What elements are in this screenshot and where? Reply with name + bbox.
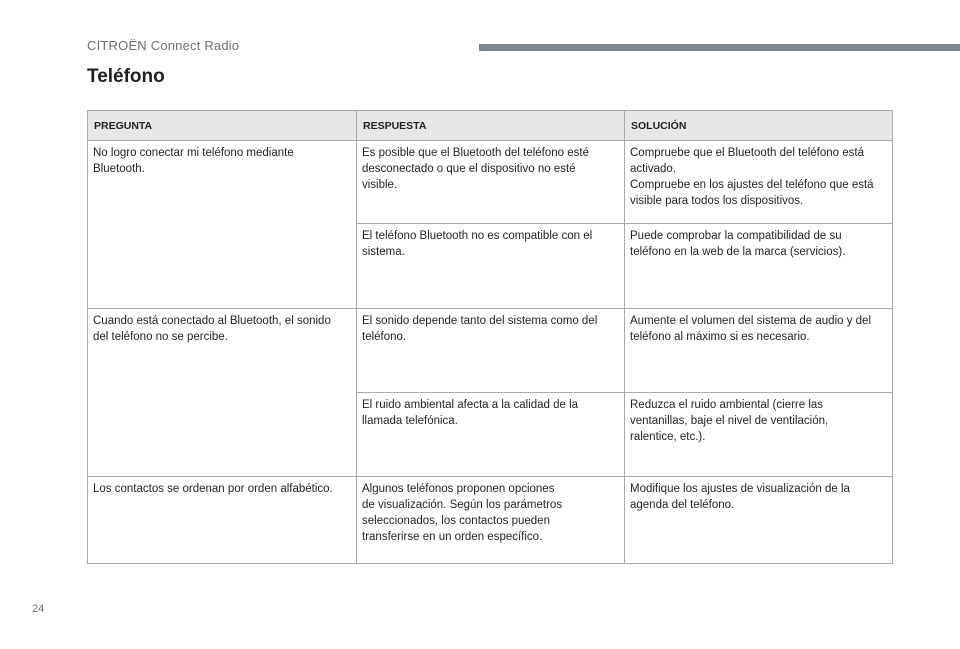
header-title: CITROËN Connect Radio bbox=[87, 38, 240, 53]
table-row bbox=[88, 141, 893, 224]
question-cell: Los contactos se ordenan por orden alfabético. bbox=[88, 477, 357, 564]
column-header-pregunta: PREGUNTA bbox=[88, 111, 357, 141]
solution-cell: Compruebe que el Bluetooth del teléfono está activado. Compruebe en los ajustes del teléfono que está visible para todos los dispositivos. bbox=[625, 141, 893, 224]
answer-cell: Es posible que el Bluetooth del teléfono esté desconectado o que el dispositivo no esté visible. bbox=[357, 141, 625, 224]
question-cell: Cuando está conectado al Bluetooth, el sonido del teléfono no se percibe. bbox=[88, 309, 357, 477]
answer-cell: El teléfono Bluetooth no es compatible con el sistema. bbox=[357, 224, 625, 309]
page-title: Teléfono bbox=[87, 66, 165, 87]
solution-cell: Aumente el volumen del sistema de audio y del teléfono al máximo si es necesario. bbox=[625, 309, 893, 393]
table-row bbox=[88, 477, 893, 564]
answer-cell: El sonido depende tanto del sistema como del teléfono. bbox=[357, 309, 625, 393]
table-header-row bbox=[88, 111, 893, 141]
solution-cell: Modifique los ajustes de visualización de la agenda del teléfono. bbox=[625, 477, 893, 564]
answer-cell: El ruido ambiental afecta a la calidad de la llamada telefónica. bbox=[357, 393, 625, 477]
table-row bbox=[88, 309, 893, 393]
solution-cell: Puede comprobar la compatibilidad de su teléfono en la web de la marca (servicios). bbox=[625, 224, 893, 309]
solution-cell: Reduzca el ruido ambiental (cierre las ventanillas, baje el nivel de ventilación, ralentice, etc.). bbox=[625, 393, 893, 477]
question-cell: No logro conectar mi teléfono mediante Bluetooth. bbox=[88, 141, 357, 309]
column-header-solucion: SOLUCIÓN bbox=[625, 111, 893, 141]
page-number: 24 bbox=[32, 603, 45, 615]
answer-cell: Algunos teléfonos proponen opciones de visualización. Según los parámetros seleccionados, los contactos pueden transferirse en un orden específico. bbox=[357, 477, 625, 564]
header-bar bbox=[479, 44, 960, 51]
column-header-respuesta: RESPUESTA bbox=[357, 111, 625, 141]
faq-table bbox=[87, 110, 893, 564]
